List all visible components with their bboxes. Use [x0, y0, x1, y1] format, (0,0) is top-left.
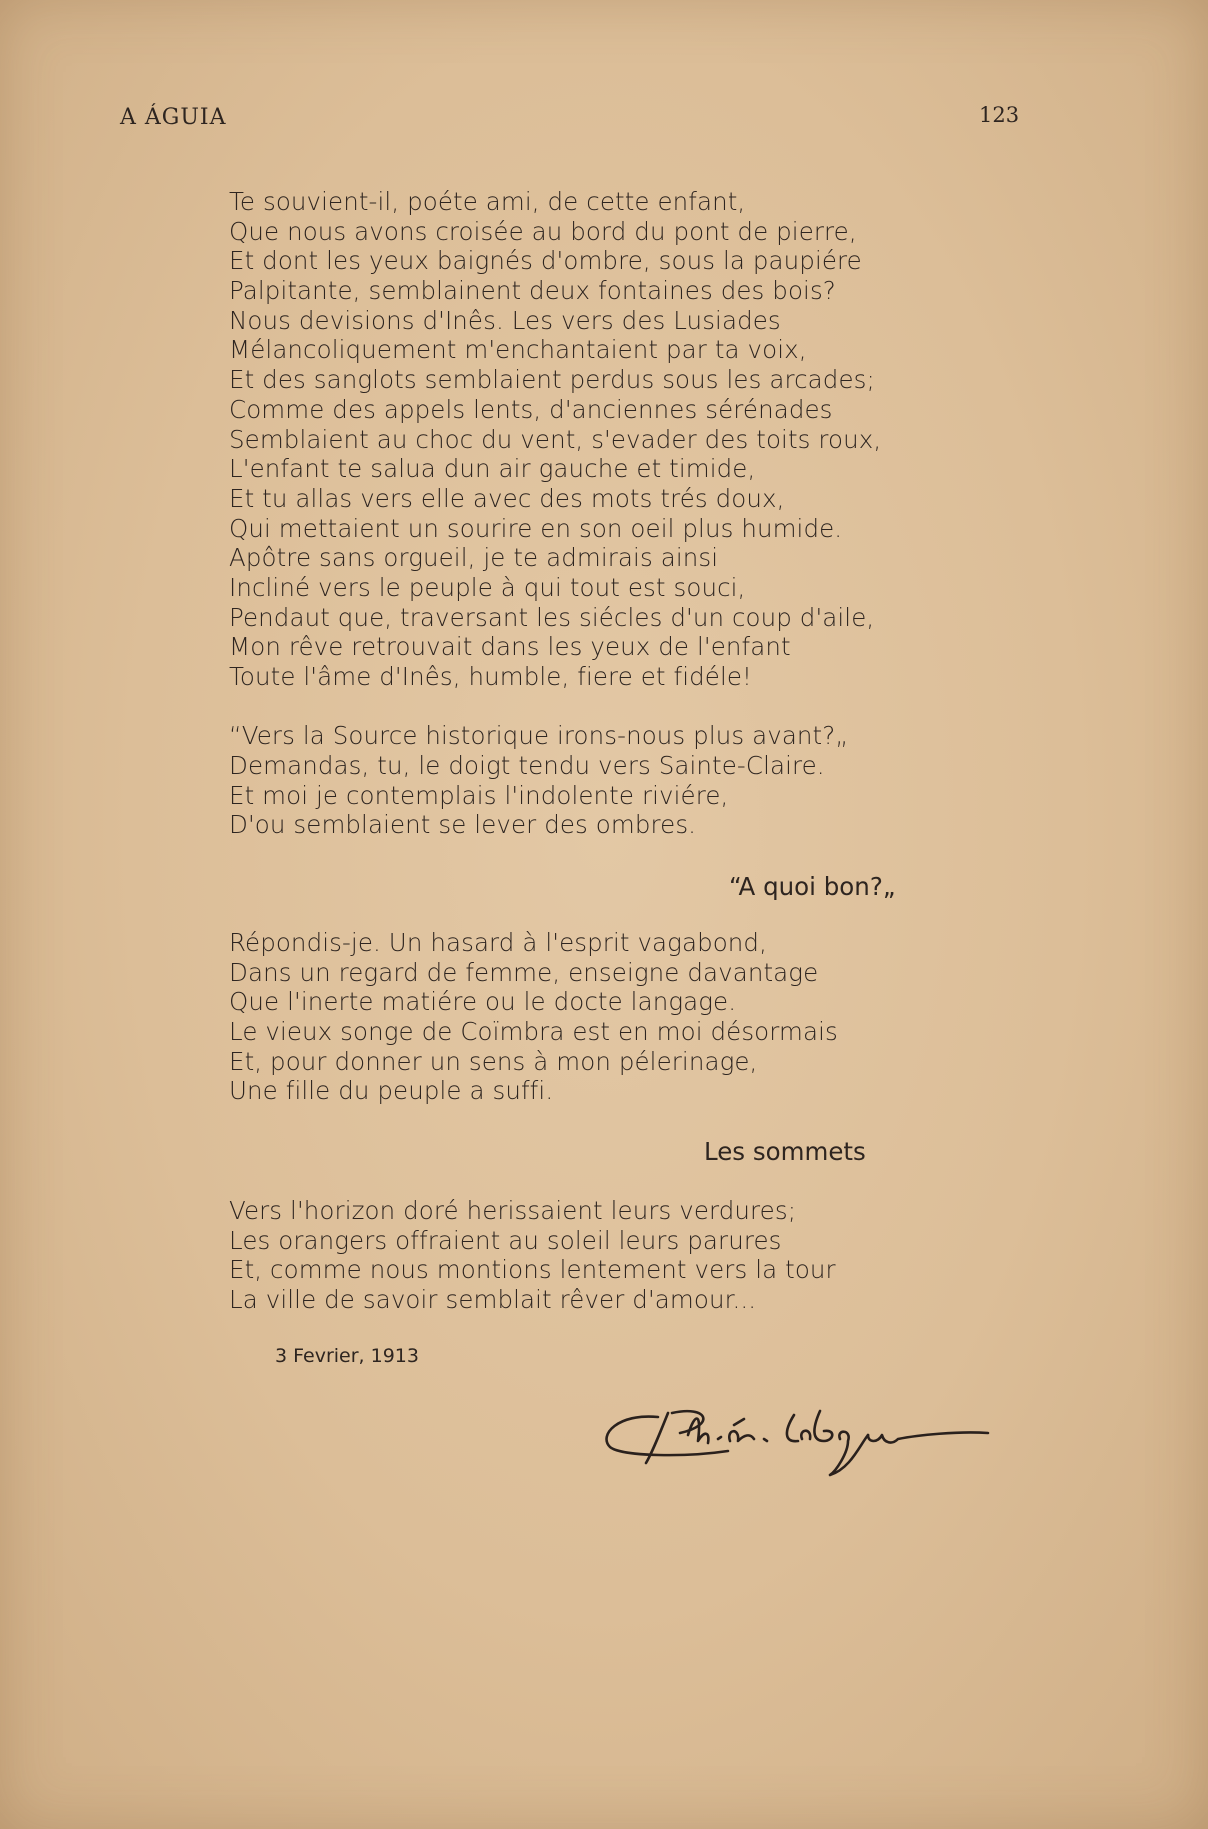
poem-final-stanza: [229, 1196, 909, 1315]
handwritten-signature: [598, 1395, 998, 1485]
poem-line: Mon rêve retrouvait dans les yeux de l'enfant: [229, 632, 791, 662]
stanza-3: [229, 928, 909, 1106]
poem-line: Te souvient-il, poéte ami, de cette enfant,: [229, 187, 746, 216]
poem-line: Le vieux songe de Coïmbra est en moi désormais: [229, 1017, 838, 1047]
journal-title: A ÁGUIA: [120, 105, 227, 130]
poem-line: D'ou semblaient se lever des ombres.: [229, 810, 697, 840]
poem-line: Demandas, tu, le doigt tendu vers Sainte-Claire.: [229, 751, 825, 781]
poem-line: Et, comme nous montions lentement vers la tour: [229, 1255, 836, 1285]
poem-line: Et moi je contemplais l'indolente riviére,: [229, 780, 729, 810]
poem-line: Que l'inerte matiére ou le docte langage.: [229, 987, 737, 1017]
poem-line: Dans un regard de femme, enseigne davantage: [229, 957, 819, 987]
poem-line: Que nous avons croisée au bord du pont de pierre,: [229, 216, 857, 246]
poem-line: Une fille du peuple a suffi.: [229, 1076, 554, 1106]
poem-line: Les orangers offraient au soleil leurs parures: [229, 1225, 782, 1255]
poem-line: Incliné vers le peuple à qui tout est souci,: [229, 572, 746, 602]
poem-line: Et, pour donner un sens à mon pélerinage,: [229, 1046, 758, 1076]
poem-line: Et tu allas vers elle avec des mots trés doux,: [229, 483, 785, 513]
poem-line: Nous devisions d'Inês. Les vers des Lusiades: [229, 305, 781, 335]
poem-body-continued: [229, 928, 909, 1106]
poem-line: Et des sanglots semblaient perdus sous les arcades;: [229, 365, 875, 395]
poem-line: Apôtre sans orgueil, je te admirais ainsi: [229, 543, 719, 573]
poem-line: “Vers la Source historique irons-nous plus avant?„: [229, 721, 849, 751]
poem-line: Palpitante, semblainent deux fontaines des bois?: [229, 276, 836, 306]
poem-line: Et dont les yeux baignés d'ombre, sous la paupiére: [229, 246, 862, 276]
stanza-2: [229, 721, 909, 840]
poem-sommets-line: Les sommets: [704, 1137, 866, 1166]
poem-date: 3 Fevrier, 1913: [275, 1345, 419, 1367]
poem-line: Vers l'horizon doré herissaient leurs verdures;: [229, 1196, 797, 1225]
poem-line: Semblaient au choc du vent, s'evader des toits roux,: [229, 424, 882, 454]
poem-line: Pendaut que, traversant les siécles d'un coup d'aile,: [229, 602, 875, 632]
page-number: 123: [979, 103, 1020, 127]
stanza-1: [229, 187, 909, 692]
poem-line: Toute l'âme d'Inês, humble, fiere et fidéle!: [229, 662, 752, 691]
poem-reply-line: “A quoi bon?„: [729, 872, 896, 901]
poem-line: Qui mettaient un sourire en son oeil plus humide.: [229, 513, 843, 543]
poem-line: Comme des appels lents, d'anciennes sérénades: [229, 394, 833, 424]
poem-line: La ville de savoir semblait rêver d'amour...: [229, 1285, 757, 1315]
poem-line: L'enfant te salua dun air gauche et timide,: [229, 454, 756, 484]
poem-line: Répondis-je. Un hasard à l'esprit vagabond,: [229, 928, 767, 957]
poem-body: [229, 187, 909, 840]
poem-line: Mélancoliquement m'enchantaient par ta voix,: [229, 335, 807, 365]
